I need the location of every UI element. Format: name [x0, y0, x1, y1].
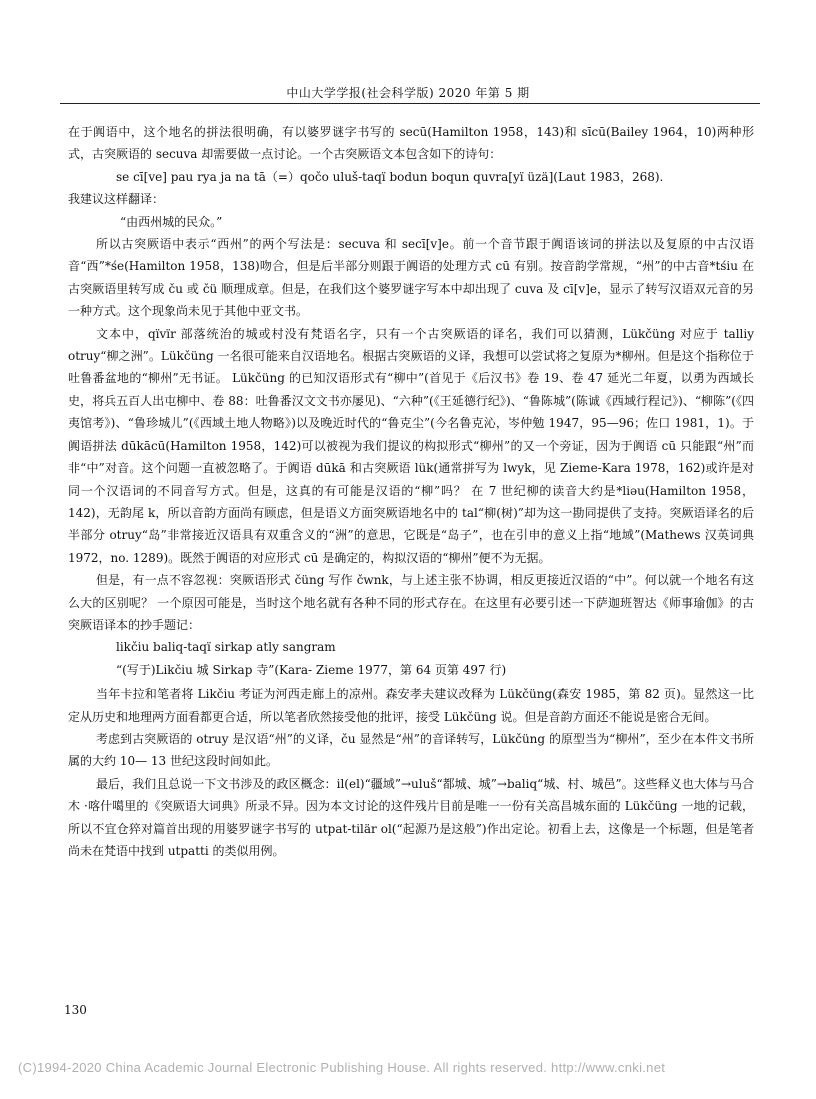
copyright-footer: (C)1994-2020 China Academic Journal Electronic Publishing House. All rights reserved. http://www.cnki.net	[18, 1060, 666, 1075]
page-number: 130	[64, 1003, 87, 1017]
paragraph: 在于阗语中，这个地名的拼法很明确，有以婆罗谜字书写的 secū(Hamilton 1958，143)和 sīcū(Bailey 1964，10)两种形式，古突厥语的 secuva 却需要做一点讨论。一个古突厥语文本包含如下的诗句：	[68, 125, 754, 162]
paragraph: 但是，有一点不容忽视：突厥语形式 čüng 写作 čwnk，与上述主张不协调，相反更接近汉语的“中”。何以就一个地名有这么大的区别呢？ 一个原因可能是，当时这个地名就有各种不同的形式存在。在这里有必要引述一下萨迦班智达《师事瑜伽》的古突厥语译本的抄手题记：	[68, 573, 754, 632]
quoted-colophon-translation: “(写于)Likčiu 城 Sirkap 寺”(Kara- Zieme 1977，第 64 页第 497 行)	[116, 662, 507, 677]
paragraph: 我建议这样翻译：	[68, 192, 165, 207]
paragraph: 考虑到古突厥语的 otruy 是汉语“州”的义译，ču 显然是“州”的音译转写，Lükčüng 的原型当为“柳州”，至少在本件文书所属的大约 10— 13 世纪这段时间如此。	[68, 731, 754, 769]
quoted-translation: “由西州城的民众。”	[120, 214, 223, 229]
paragraph: 最后，我们且总说一下文书涉及的政区概念：il(el)“疆域”→uluš“都城、城”→baliq“城、村、城邑”。这些释义也大体与马合木 ·喀什噶里的《突厥语大词典》所录不异。因为本文讨论的这件残片目前是唯一一份有关高昌城东面的 Lükčüng 一地的记载，所以不宜仓猝对篇首出现的用婆罗谜字书写的 utpat-tilär ol(“起源乃是这般”)作出定论。初看上去，这像是一个标题，但是笔者尚未在梵语中找到 utpatti 的类似用例。	[68, 776, 754, 858]
quoted-colophon: likčiu baliq-taqï sirkap atly sangram	[116, 640, 336, 655]
header-rule	[60, 103, 760, 104]
paragraph: 文本中，qïvïr 部落统治的城或村没有梵语名字，只有一个古突厥语的译名，我们可以猜测，Lükčüng 对应于 talliy otruy“柳之洲”。Lükčüng 一名很可能来自汉语地名。根据古突厥语的义译，我想可以尝试将之复原为*柳州。但是这个指称位于吐鲁番盆地的“柳州”无书证。 Lükčüng 的已知汉语形式有“柳中”(首见于《后汉书》卷 19、卷 47 延光二年夏，以勇为西域长史，将兵五百人出屯柳中、卷 88：吐鲁番汉文文书亦屡见)、“六种”(《王延德行纪》)、“鲁陈城”(陈诚《西域行程记》)、“柳陈”(《四夷馆考》)、“鲁珍城儿”(《西域土地人物略》)以及晚近时代的“鲁克尘”(今名鲁克沁，岑仲勉 1947，95—96；佐口 1981，1)。于阗语拼法 dūkācū(Hamilton 1958，142)可以被视为我们提议的构拟形式“柳州”的又一个旁证，因为于阗语 cū 只能跟“州”而非“中”对音。这个问题一直被忽略了。于阗语 dūkā 和古突厥语 lük(通常拼写为 lwyk，见 Zieme-Kara 1978，162)或许是对同一个汉语词的不同音写方式。但是，这真的有可能是汉语的“柳”吗？ 在 7 世纪柳的读音大约是*liəu(Hamilton 1958，142)，无韵尾 k，所以音韵方面尚有顾虑，但是语义方面突厥语地名中的 tal“柳(树)”却为这一勘同提供了支持。突厥语译名的后半部分 otruy“岛”非常接近汉语具有双重含义的“洲”的意思，它既是“岛子”，也在引申的意义上指“地域”(Mathews 汉英词典 1972，no. 1289)。既然于阗语的对应形式 cū 是确定的，构拟汉语的“柳州”便不为无据。	[68, 326, 754, 565]
running-header: 中山大学学报(社会科学版) 2020 年第 5 期	[286, 86, 530, 100]
paragraph: 所以古突厥语中表示“西州”的两个写法是：secuva 和 secī[v]e。前一个音节跟于阗语该词的拼法以及复原的中古汉语音“西”*śe(Hamilton 1958，138)吻合，但是后半部分则跟于阗语的处理方式 cū 有别。按音韵学常规，“州”的中古音*tśiu 在古突厥语里转写成 ču 或 čü 顺理成章。但是，在我们这个婆罗谜字写本中却出现了 cuva 及 cī[v]e，显示了转写汉语双元音的另一种方式。这个现象尚未见于其他中亚文书。	[68, 237, 754, 319]
article-body	[68, 121, 754, 862]
paragraph: 当年卡拉和笔者将 Likčiu 考证为河西走廊上的凉州。森安孝夫建议改释为 Lükčüng(森安 1985，第 82 页)。显然这一比定从历史和地理两方面看都更合适，所以笔者欣然接受他的批评，接受 Lükčüng 说。但是音韵方面还不能说是密合无间。	[68, 687, 754, 724]
quoted-verse: se cī[ve] pau rya ja na tā（=）qočo uluš-taqï bodun boqun quvra[yï üzä](Laut 1983，268).	[116, 169, 664, 184]
